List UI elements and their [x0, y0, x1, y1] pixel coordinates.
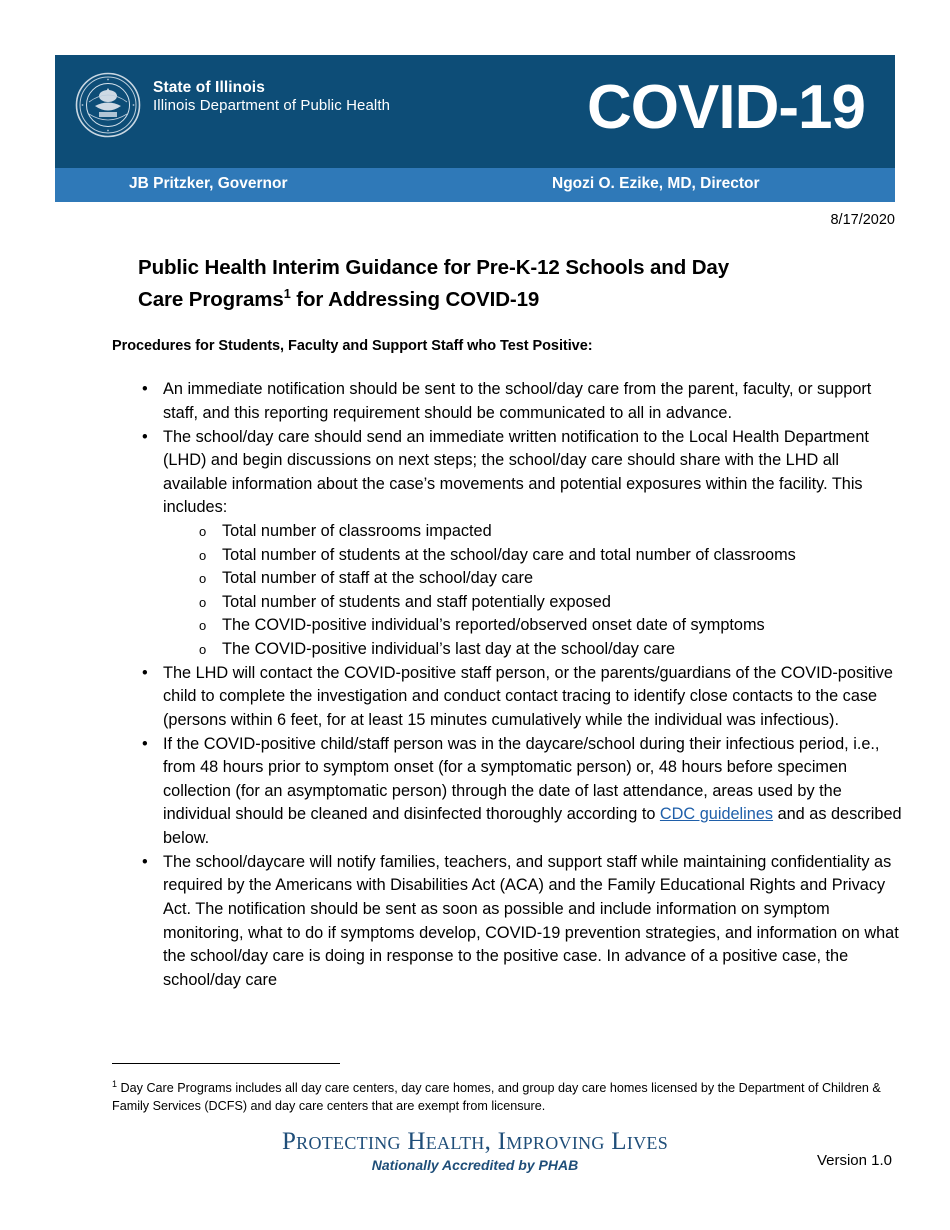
footnote-marker: 1	[112, 1078, 118, 1089]
bullet-glyph-icon: •	[142, 663, 148, 682]
list-item	[112, 591, 902, 615]
sub-list-item-text: Total number of staff at the school/day care	[222, 569, 534, 588]
list-item	[112, 851, 902, 992]
page-title	[138, 252, 798, 317]
title-line-1: Public Health Interim Guidance for Pre-K-12 Schools and Day	[138, 255, 730, 279]
footnote-separator	[112, 1063, 340, 1064]
footer-accreditation: Nationally Accredited by PHAB	[371, 1157, 579, 1173]
bullet-glyph-icon: •	[142, 852, 148, 871]
header-banner	[55, 55, 895, 168]
agency-identity	[153, 78, 390, 116]
list-item-text: The LHD will contact the COVID-positive staff person, or the parents/guardians of the COVID-positive child to complete the investigation and conduct contact tracing to identify close contacts to the case (persons within 6 feet, for at least 15 minutes cumulatively while the individual was infectious).	[163, 663, 893, 729]
bullet-glyph-icon: •	[142, 734, 148, 753]
list-item-text: The school/day care should send an immediate written notification to the Local Health Department (LHD) and begin discussions on next steps; the school/day care should share with the LHD all available information about the case’s movements and potential exposures within the facility. This includes:	[163, 427, 869, 517]
sub-bullet-glyph-icon: o	[199, 618, 207, 634]
list-item	[112, 426, 902, 520]
governor-name: JB Pritzker, Governor	[129, 175, 288, 192]
section-heading: Procedures for Students, Faculty and Support Staff who Test Positive:	[112, 338, 593, 354]
agency-state-label: State of Illinois	[153, 79, 265, 96]
title-line-2-after: for Addressing COVID-19	[290, 288, 540, 312]
list-item-text-before-link: If the COVID-positive child/staff person was in the daycare/school during their infectious period, i.e., from 48 hours prior to symptom onset (for a symptomatic person) or, 48 hours before specimen collection (for an asymptomatic person) through the date of last attendance, areas used by the individual should be cleaned and disinfected thoroughly according to	[163, 734, 880, 824]
title-line-2-before: Care Programs	[138, 288, 284, 312]
cdc-guidelines-link[interactable]: CDC guidelines	[659, 805, 774, 824]
sub-list-item-text: Total number of students at the school/day care and total number of classrooms	[222, 545, 796, 564]
sub-bullet-glyph-icon: o	[199, 524, 207, 540]
guidance-body	[112, 378, 902, 993]
covid-19-title: COVID-19	[587, 73, 865, 142]
list-item-text-after-link: and as described below.	[163, 805, 902, 847]
list-item	[112, 638, 902, 662]
sub-list-item-text: The COVID-positive individual’s reported/observed onset date of symptoms	[222, 616, 765, 635]
footer-tagline: Protecting Health, Improving Lives	[281, 1128, 669, 1155]
footnote	[112, 1079, 902, 1116]
guidance-sub-bullet-list	[112, 520, 902, 661]
list-item-text: The school/daycare will notify families, teachers, and support staff while maintaining confidentiality as required by the Americans with Disabilities Act (ACA) and the Family Educational Rights and Privacy Act. The notification should be sent as soon as possible and include information on symptom monitoring, what to do if symptoms develop, COVID-19 prevention strategies, and information on what the school/day care is doing in response to the positive case. In advance of a positive case, the school/day care	[163, 852, 899, 989]
list-item	[112, 614, 902, 638]
list-item	[112, 378, 902, 425]
illinois-state-seal-icon	[75, 72, 141, 138]
document-date: 8/17/2020	[830, 212, 895, 228]
director-name: Ngozi O. Ezike, MD, Director	[552, 175, 760, 192]
list-item	[112, 520, 902, 544]
title-footnote-marker: 1	[283, 286, 291, 302]
sub-bullet-glyph-icon: o	[199, 547, 207, 563]
officials-banner	[55, 168, 895, 202]
bullet-glyph-icon: •	[142, 427, 148, 446]
sub-list-item-text: The COVID-positive individual’s last day at the school/day care	[222, 640, 676, 659]
list-item	[112, 544, 902, 568]
bullet-glyph-icon: •	[142, 380, 148, 398]
document-version: Version 1.0	[816, 1152, 892, 1169]
sub-bullet-glyph-icon: o	[199, 571, 207, 587]
agency-department-label: Illinois Department of Public Health	[153, 97, 391, 115]
sub-list-item-text: Total number of classrooms impacted	[222, 522, 492, 541]
sub-bullet-glyph-icon: o	[199, 594, 207, 610]
list-item-text: An immediate notification should be sent to the school/day care from the parent, faculty, or support staff, and this reporting requirement should be communicated to all in advance.	[163, 380, 872, 422]
sub-list-item-text: Total number of students and staff potentially exposed	[222, 592, 611, 611]
guidance-bullet-list	[112, 378, 902, 992]
list-item	[112, 662, 902, 733]
footnote-body-text: Day Care Programs includes all day care centers, day care homes, and group day care homes licensed by the Department of Children & Family Services (DCFS) and day care centers that are exempt from licensure.	[112, 1081, 881, 1114]
sub-bullet-glyph-icon: o	[199, 642, 207, 658]
list-item	[112, 567, 902, 591]
list-item	[112, 733, 902, 851]
